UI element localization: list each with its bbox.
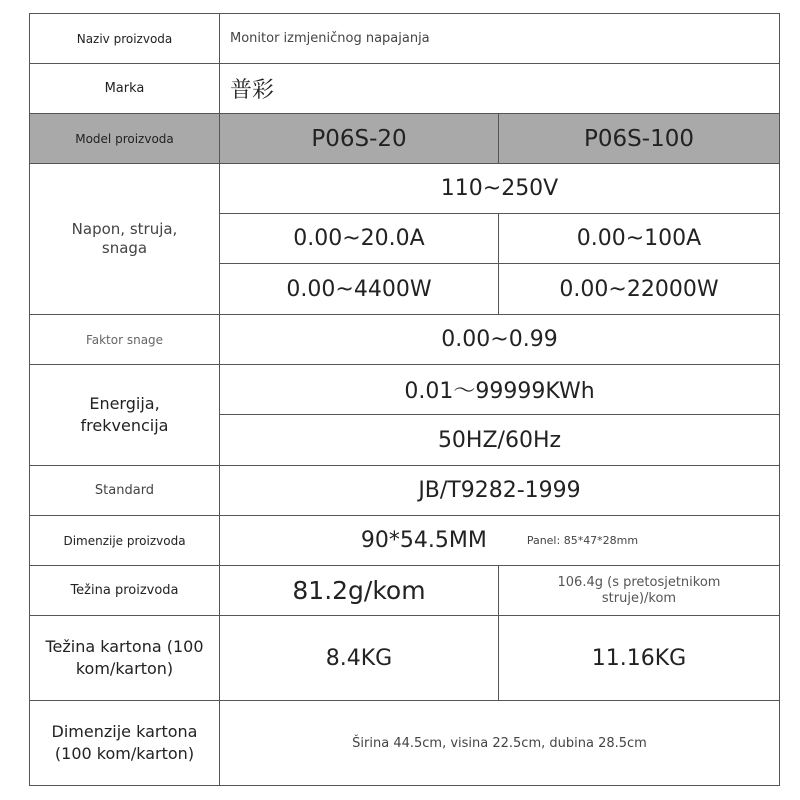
standard-value: JB/T9282-1999	[220, 466, 780, 516]
voltage-value: 110~250V	[220, 164, 780, 214]
product-dims-value: 90*54.5MM	[360, 528, 487, 553]
standard-label: Standard	[30, 466, 220, 516]
power-group-label: Napon, struja, snaga	[30, 164, 220, 315]
product-weight-a-value: 81.2g/kom	[220, 566, 499, 616]
power-b-value: 0.00~22000W	[499, 264, 780, 315]
model-a-value: P06S-20	[220, 114, 499, 164]
row-brand	[30, 64, 780, 114]
product-weight-label: Težina proizvoda	[30, 566, 220, 616]
carton-weight-label: Težina kartona (100 kom/karton)	[30, 616, 220, 701]
product-dims-cell	[220, 516, 780, 566]
carton-dims-value: Širina 44.5cm, visina 22.5cm, dubina 28.5cm	[220, 701, 780, 786]
row-standard	[30, 466, 780, 516]
row-power-factor	[30, 315, 780, 365]
row-product-dims	[30, 516, 780, 566]
product-name-value: Monitor izmjeničnog napajanja	[220, 14, 780, 64]
energy-value: 0.01～99999KWh	[220, 365, 780, 415]
row-product-weight	[30, 566, 780, 616]
power-factor-value: 0.00~0.99	[220, 315, 780, 365]
row-energy	[30, 365, 780, 415]
row-voltage	[30, 164, 780, 214]
product-name-label: Naziv proizvoda	[30, 14, 220, 64]
model-label: Model proizvoda	[30, 114, 220, 164]
spec-table	[29, 13, 780, 786]
power-a-value: 0.00~4400W	[220, 264, 499, 315]
product-weight-b-value: 106.4g (s pretosjetnikom struje)/kom	[499, 566, 780, 616]
carton-weight-a-value: 8.4KG	[220, 616, 499, 701]
row-carton-dims	[30, 701, 780, 786]
row-carton-weight	[30, 616, 780, 701]
panel-dims-value: Panel: 85*47*28mm	[526, 534, 639, 547]
carton-dims-label: Dimenzije kartona (100 kom/karton)	[30, 701, 220, 786]
current-a-value: 0.00~20.0A	[220, 214, 499, 264]
product-dims-row	[224, 528, 775, 553]
current-b-value: 0.00~100A	[499, 214, 780, 264]
power-factor-label: Faktor snage	[30, 315, 220, 365]
brand-label: Marka	[30, 64, 220, 114]
model-b-value: P06S-100	[499, 114, 780, 164]
product-dims-label: Dimenzije proizvoda	[30, 516, 220, 566]
frequency-value: 50HZ/60Hz	[220, 415, 780, 466]
brand-value: 普彩	[220, 64, 780, 114]
row-product-name	[30, 14, 780, 64]
energy-group-label: Energija, frekvencija	[30, 365, 220, 466]
carton-weight-b-value: 11.16KG	[499, 616, 780, 701]
row-model	[30, 114, 780, 164]
